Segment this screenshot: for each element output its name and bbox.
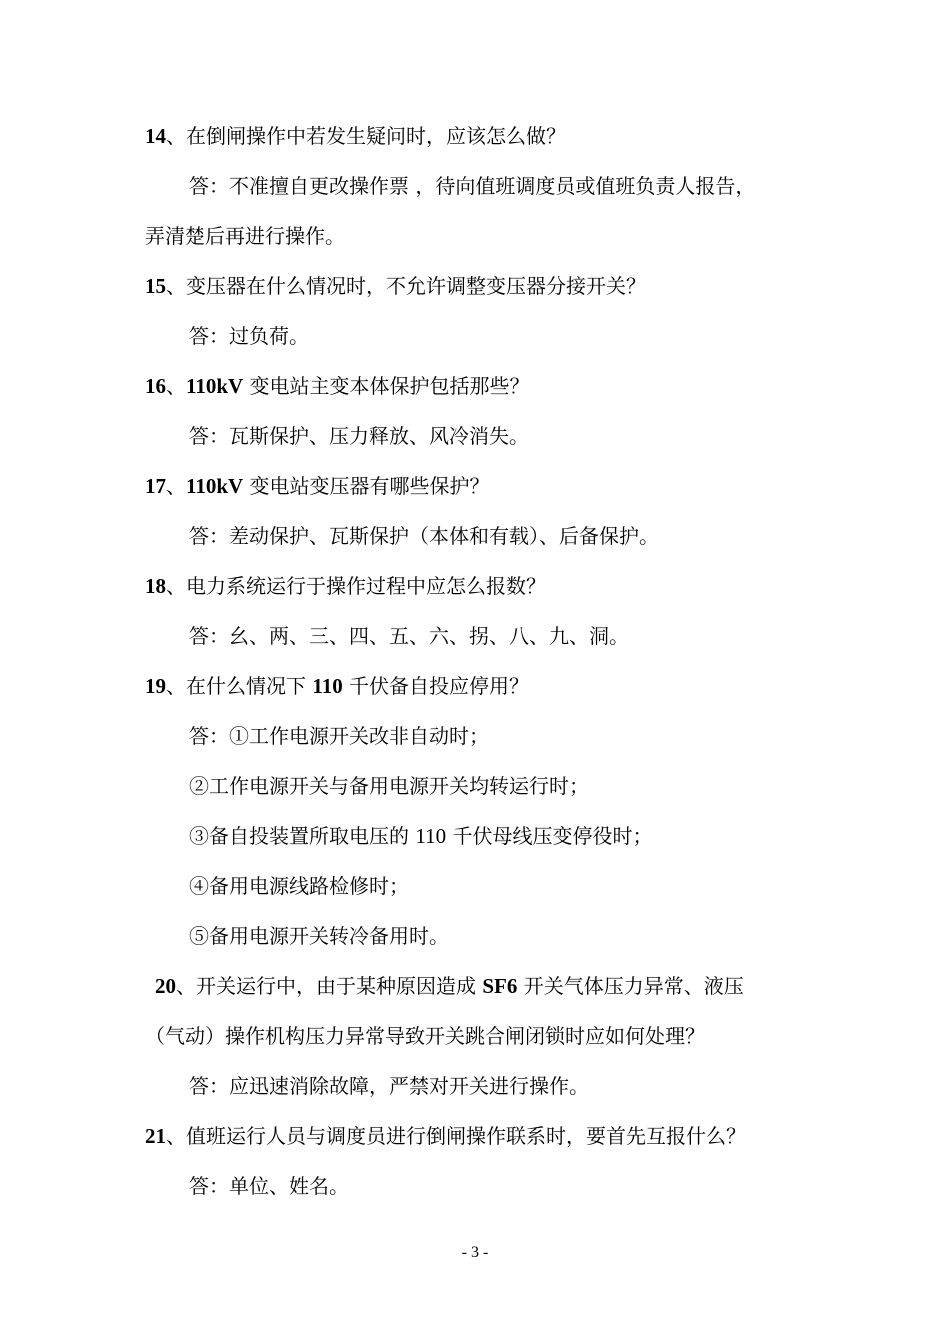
question-15 — [145, 272, 646, 300]
question-text-pre: 、在什么情况下 — [166, 674, 313, 698]
question-19 — [145, 672, 529, 700]
question-bold-term: SF6 — [482, 974, 518, 998]
answer-14-line2: 弄清楚后再进行操作。 — [145, 224, 345, 248]
answer-14-line1: 答：不准擅自更改操作票 ，待向值班调度员或值班负责人报告， — [189, 174, 756, 198]
question-bold-term: 110kV — [186, 374, 244, 398]
question-number: 21 — [145, 1124, 166, 1148]
answer-18: 答：幺、两、三、四、五、六、拐、八、九、洞。 — [189, 624, 629, 648]
question-text: 、变压器在什么情况时，不允许调整变压器分接开关？ — [166, 274, 646, 298]
answer-19-item1: 答：①工作电源开关改非自动时； — [189, 724, 489, 748]
question-number: 15 — [145, 274, 166, 298]
question-text: 千伏备自投应停用？ — [342, 674, 530, 698]
question-text: 变电站主变本体保护包括那些？ — [243, 374, 530, 398]
answer-21: 答：单位、姓名。 — [189, 1174, 349, 1198]
question-17: 17、110kV 变电站变压器有哪些保护？ — [145, 474, 490, 498]
question-text: 变电站变压器有哪些保护？ — [243, 474, 490, 498]
answer-16: 答：瓦斯保护、压力释放、风冷消失。 — [189, 424, 529, 448]
question-bold-term: 110kV — [186, 474, 244, 498]
question-bold-term: 110 — [312, 674, 343, 698]
question-14 — [145, 122, 566, 150]
question-number: 17 — [145, 474, 166, 498]
question-text: 开关气体压力异常、液压 — [517, 974, 744, 998]
question-20-line2: （气动）操作机构压力异常导致开关跳合闸闭锁时应如何处理？ — [145, 1024, 705, 1048]
question-21 — [145, 1122, 746, 1150]
answer-17: 答：差动保护、瓦斯保护（本体和有载）、后备保护。 — [189, 524, 659, 548]
answer-19-item3: ③备自投装置所取电压的 110 千伏母线压变停役时； — [189, 824, 653, 848]
question-16: 16、110kV 变电站主变本体保护包括那些？ — [145, 374, 530, 398]
question-number: 18 — [145, 574, 166, 598]
answer-19-item2: ②工作电源开关与备用电源开关均转运行时； — [189, 774, 589, 798]
answer-19-item5: ⑤备用电源开关转冷备用时。 — [189, 924, 449, 948]
question-text: 、值班运行人员与调度员进行倒闸操作联系时，要首先互报什么？ — [166, 1124, 746, 1148]
answer-15: 答：过负荷。 — [189, 324, 309, 348]
question-number: 14 — [145, 124, 166, 148]
question-text: 、在倒闸操作中若发生疑问时，应该怎么做？ — [166, 124, 566, 148]
question-20 — [155, 972, 744, 1000]
answer-19-item4: ④备用电源线路检修时； — [189, 874, 409, 898]
answer-20: 答：应迅速消除故障，严禁对开关进行操作。 — [189, 1074, 589, 1098]
question-text-pre: 、开关运行中，由于某种原因造成 — [176, 974, 483, 998]
question-number: 20 — [155, 974, 176, 998]
question-18 — [145, 572, 546, 600]
question-number: 16 — [145, 374, 166, 398]
page-number: - 3 - — [461, 1244, 489, 1261]
question-number: 19 — [145, 674, 166, 698]
question-text: 、电力系统运行于操作过程中应怎么报数？ — [166, 574, 546, 598]
